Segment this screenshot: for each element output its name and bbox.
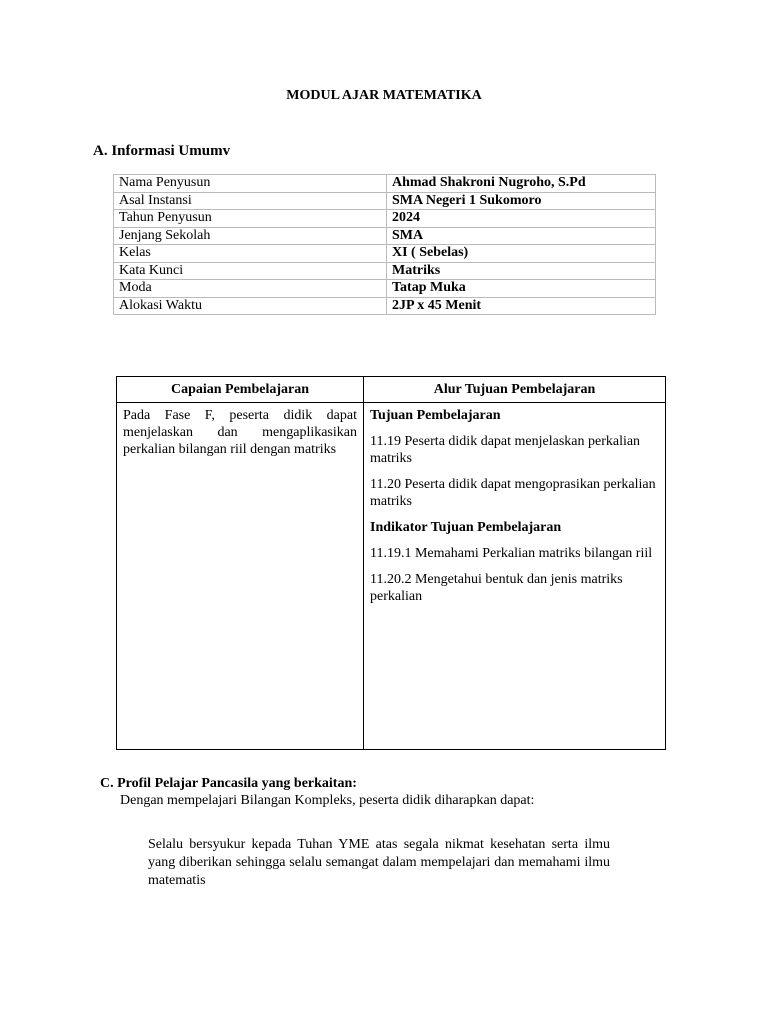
table-row bbox=[114, 262, 656, 280]
capaian-text: Pada Fase F, peserta didik dapat menjelaskan dan mengaplikasikan perkalian bilangan riil dengan matriks bbox=[123, 408, 357, 457]
header-alur: Alur Tujuan Pembelajaran bbox=[364, 377, 666, 403]
info-key: Kelas bbox=[114, 245, 387, 263]
table-header-row bbox=[117, 377, 666, 403]
info-key: Alokasi Waktu bbox=[114, 297, 387, 315]
table-row bbox=[114, 245, 656, 263]
info-value: Ahmad Shakroni Nugroho, S.Pd bbox=[387, 175, 656, 193]
info-value: SMA bbox=[387, 227, 656, 245]
tp-heading: Tujuan Pembelajaran bbox=[370, 408, 501, 423]
section-c-intro: Dengan mempelajari Bilangan Kompleks, peserta didik diharapkan dapat: bbox=[120, 793, 535, 808]
info-key: Jenjang Sekolah bbox=[114, 227, 387, 245]
table-row bbox=[117, 403, 666, 750]
info-value: Tatap Muka bbox=[387, 280, 656, 298]
info-key: Moda bbox=[114, 280, 387, 298]
alur-cell bbox=[364, 403, 666, 750]
itp-item: 11.20.2 Mengetahui bentuk dan jenis matriks perkalian bbox=[370, 572, 623, 604]
table-row bbox=[114, 227, 656, 245]
info-value: SMA Negeri 1 Sukomoro bbox=[387, 192, 656, 210]
section-a-heading: A. Informasi Umumv bbox=[93, 143, 231, 159]
info-value: XI ( Sebelas) bbox=[387, 245, 656, 263]
general-info-table bbox=[113, 174, 656, 315]
table-row bbox=[114, 210, 656, 228]
info-key: Nama Penyusun bbox=[114, 175, 387, 193]
table-row bbox=[114, 297, 656, 315]
itp-heading: Indikator Tujuan Pembelajaran bbox=[370, 520, 562, 535]
alur-content bbox=[370, 407, 659, 605]
table-row bbox=[114, 192, 656, 210]
learning-outcomes-table bbox=[116, 376, 666, 750]
info-value: Matriks bbox=[387, 262, 656, 280]
section-c-body: Selalu bersyukur kepada Tuhan YME atas segala nikmat kesehatan serta ilmu yang diberikan sehingga selalu semangat dalam mempelajari dan memahami ilmu matematis bbox=[148, 837, 610, 888]
tp-item: 11.19 Peserta didik dapat menjelaskan perkalian matriks bbox=[370, 434, 641, 466]
itp-item: 11.19.1 Memahami Perkalian matriks bilangan riil bbox=[370, 546, 653, 561]
info-key: Kata Kunci bbox=[114, 262, 387, 280]
table-row bbox=[114, 175, 656, 193]
info-value: 2JP x 45 Menit bbox=[387, 297, 656, 315]
section-c-heading: C. Profil Pelajar Pancasila yang berkaitan: bbox=[100, 776, 357, 791]
info-key: Tahun Penyusun bbox=[114, 210, 387, 228]
capaian-cell bbox=[117, 403, 364, 750]
table-row bbox=[114, 280, 656, 298]
tp-item: 11.20 Peserta didik dapat mengoprasikan perkalian matriks bbox=[370, 477, 656, 509]
header-capaian: Capaian Pembelajaran bbox=[117, 377, 364, 403]
info-value: 2024 bbox=[387, 210, 656, 228]
document-title: MODUL AJAR MATEMATIKA bbox=[286, 88, 482, 103]
info-key: Asal Instansi bbox=[114, 192, 387, 210]
